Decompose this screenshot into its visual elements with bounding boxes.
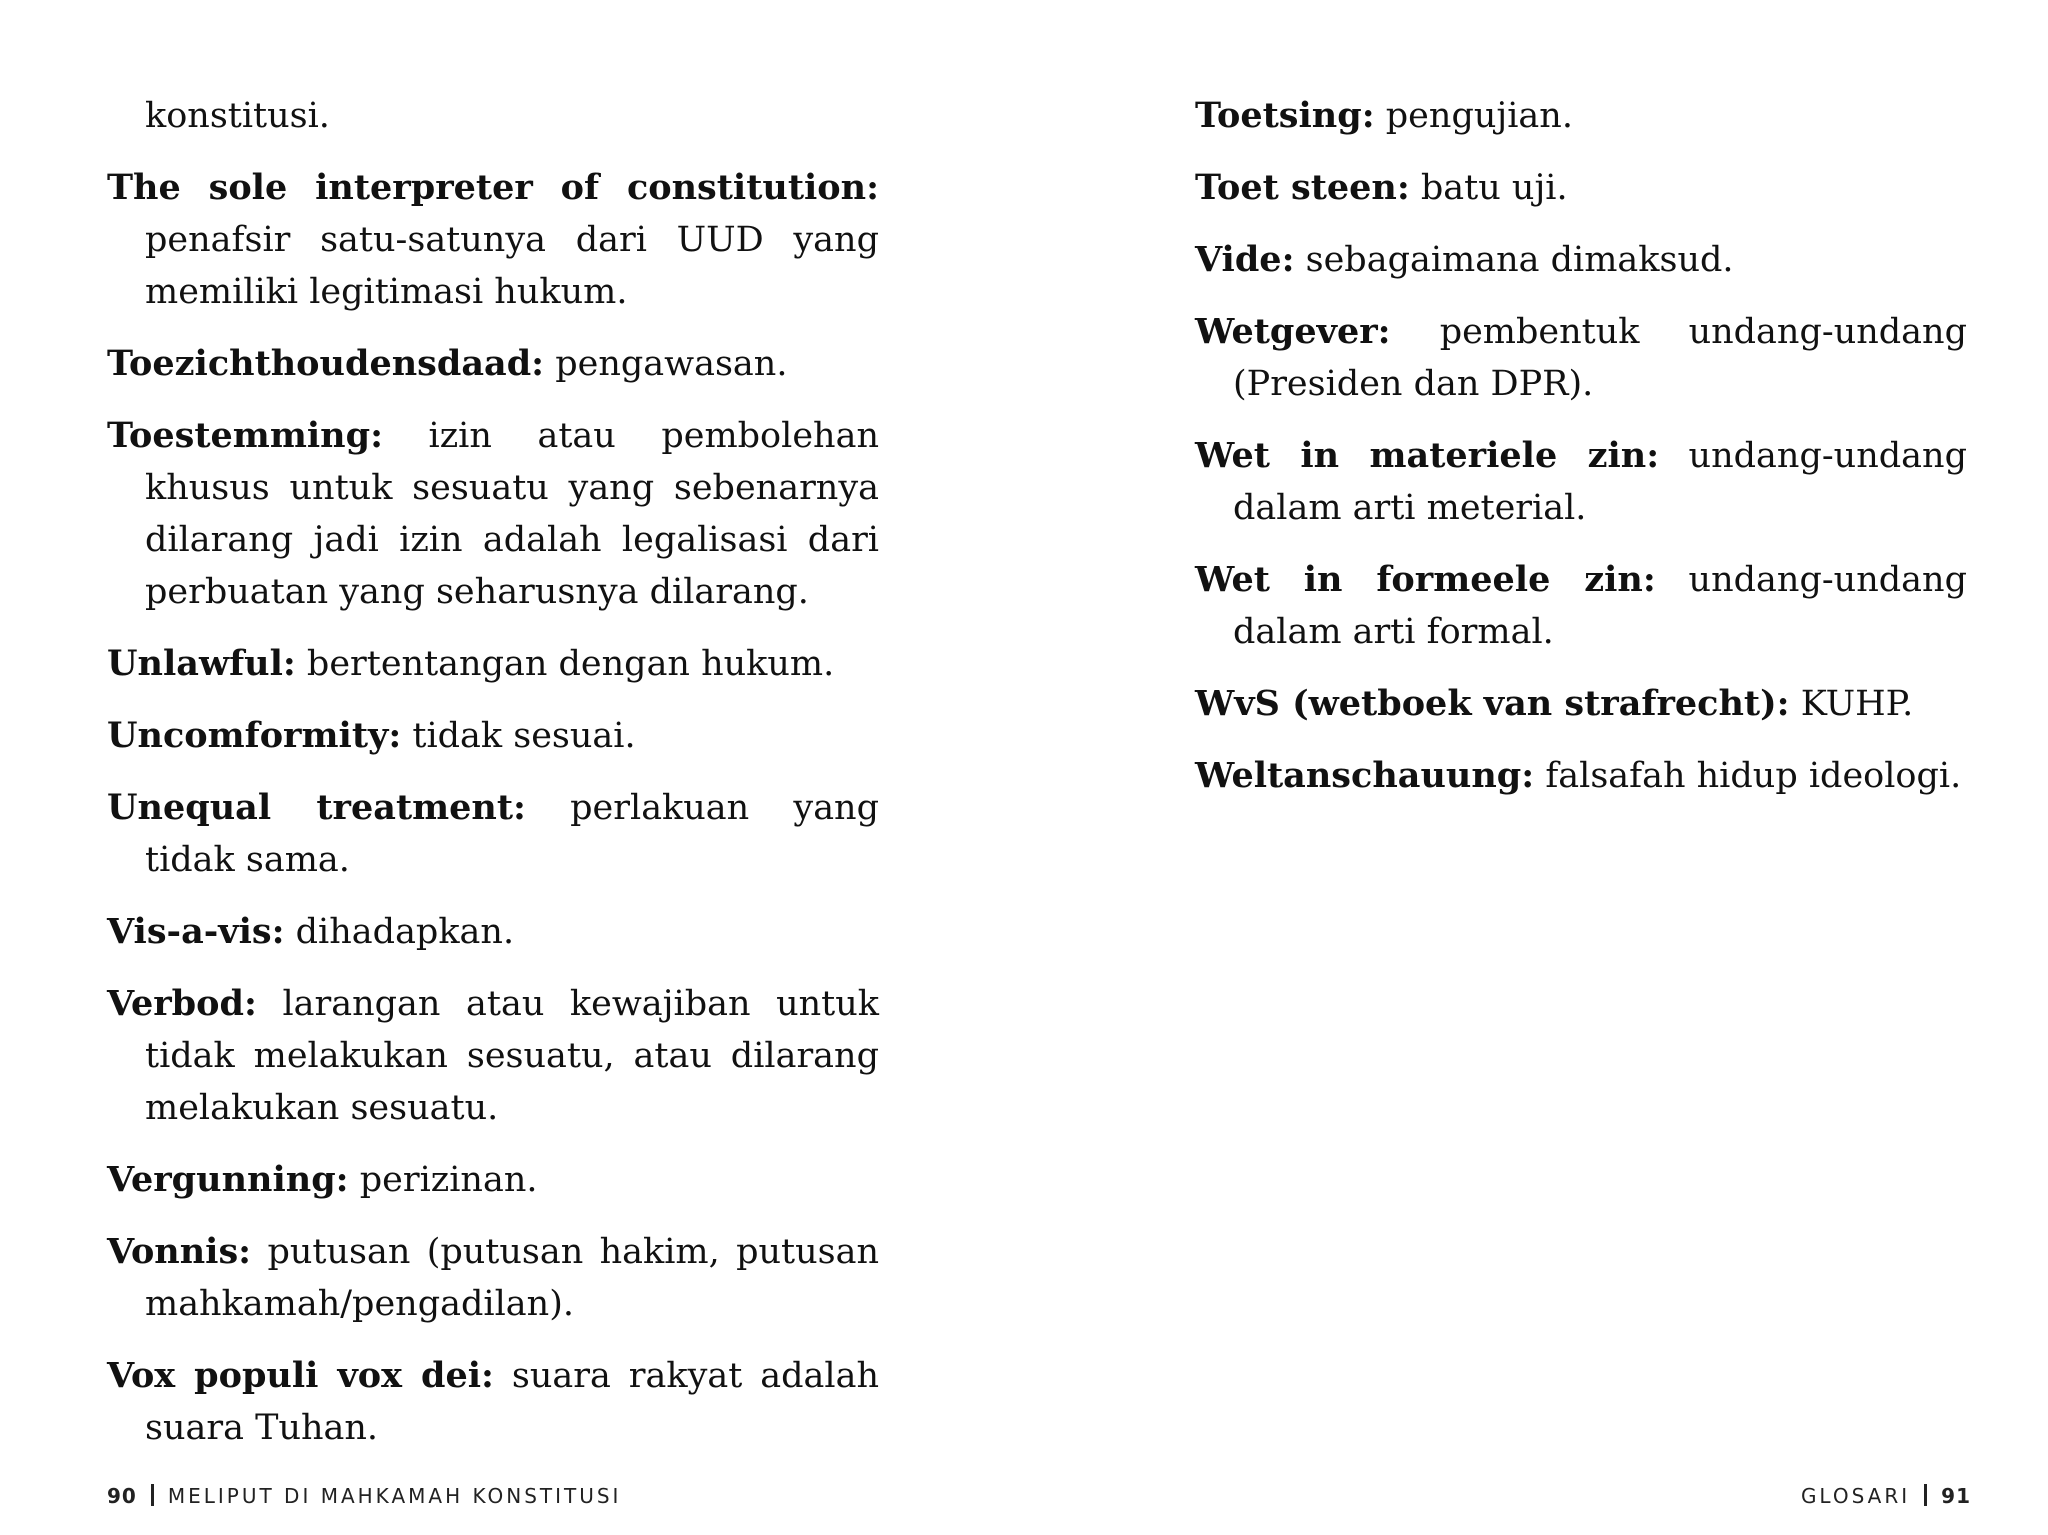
glossary-term: Wet in materiele zin: (1195, 435, 1660, 476)
footer-divider (1924, 1484, 1927, 1506)
glossary-term: Wetgever: (1195, 311, 1391, 352)
glossary-term: Vergunning: (107, 1159, 349, 1200)
glossary-entry (107, 1350, 879, 1454)
page-number: 91 (1941, 1484, 1971, 1508)
right-page-footer (1801, 1484, 1971, 1508)
glossary-entry (107, 906, 879, 958)
glossary-entry (1195, 750, 1967, 802)
glossary-definition: undang-undang dalam arti formal. (1233, 560, 1967, 652)
glossary-entry (1195, 90, 1967, 142)
glossary-entry (107, 338, 879, 390)
glossary-term: WvS (wetboek van strafrecht): (1195, 683, 1790, 724)
glossary-entry (107, 1226, 879, 1330)
glossary-definition: perizinan. (348, 1160, 538, 1200)
right-page (1024, 0, 2048, 1535)
glossary-definition: bertentangan dengan hukum. (295, 644, 835, 684)
glossary-entry (1195, 678, 1967, 730)
glossary-term: The sole interpreter of constitution: (107, 167, 879, 208)
glossary-definition: batu uji. (1409, 168, 1568, 208)
footer-divider (151, 1484, 154, 1506)
glossary-definition: sebagaimana dimaksud. (1294, 240, 1734, 280)
glossary-definition: penafsir satu-satunya dari UUD yang memiliki legitimasi hukum. (145, 220, 879, 312)
glossary-term: Toezichthoudensdaad: (107, 343, 545, 384)
glossary-entry (107, 638, 879, 690)
glossary-term: Verbod: (107, 983, 257, 1024)
glossary-definition: suara rakyat adalah suara Tuhan. (145, 1356, 879, 1448)
glossary-definition: pengawasan. (544, 344, 788, 384)
glossary-entry (1195, 430, 1967, 534)
glossary-definition: dihadapkan. (284, 912, 515, 952)
glossary-entry (107, 1154, 879, 1206)
glossary-term: Vonnis: (107, 1231, 252, 1272)
glossary-entry (107, 162, 879, 318)
glossary-definition: putusan (putusan hakim, putusan mahkamah/pengadilan). (145, 1232, 879, 1324)
glossary-term: Weltanschauung: (1195, 755, 1535, 796)
glossary-term: Vis-a-vis: (107, 911, 285, 952)
glossary-term: Toet steen: (1195, 167, 1410, 208)
page-number: 90 (107, 1484, 137, 1508)
glossary-definition: pembentuk undang-undang (Presiden dan DPR). (1233, 312, 1967, 404)
glossary-term: Vide: (1195, 239, 1295, 280)
glossary-entry (107, 710, 879, 762)
glossary-definition: KUHP. (1789, 684, 1914, 724)
glossary-definition: izin atau pembolehan khusus untuk sesuatu yang sebenarnya dilarang jadi izin adalah legalisasi dari perbuatan yang seharusnya dilarang. (145, 416, 879, 612)
glossary-term: Unlawful: (107, 643, 296, 684)
right-glossary-column (1195, 90, 1967, 822)
glossary-term: Unequal treatment: (107, 787, 526, 828)
glossary-definition: larangan atau kewajiban untuk tidak melakukan sesuatu, atau dilarang melakukan sesuatu. (145, 984, 879, 1128)
glossary-definition: pengujian. (1374, 96, 1573, 136)
glossary-definition: falsafah hidup ideologi. (1534, 756, 1962, 796)
glossary-definition: tidak sesuai. (401, 716, 636, 756)
glossary-entry (107, 410, 879, 618)
glossary-definition: undang-undang dalam arti meterial. (1233, 436, 1967, 528)
glossary-entry (1195, 306, 1967, 410)
glossary-entry (107, 978, 879, 1134)
running-title: MELIPUT DI MAHKAMAH KONSTITUSI (167, 1484, 622, 1508)
glossary-definition: perlakuan yang tidak sama. (145, 788, 880, 880)
glossary-term: Vox populi vox dei: (107, 1355, 494, 1396)
glossary-entry (1195, 162, 1967, 214)
glossary-entry (1195, 234, 1967, 286)
running-title: GLOSARI (1800, 1484, 1911, 1508)
continued-definition: konstitusi. (145, 96, 330, 136)
glossary-term: Uncomformity: (107, 715, 402, 756)
glossary-entry (107, 782, 879, 886)
left-glossary-column (107, 90, 879, 1474)
glossary-term: Toetsing: (1195, 95, 1375, 136)
left-page-footer (107, 1484, 621, 1508)
glossary-term: Toestemming: (107, 415, 383, 456)
glossary-term: Wet in formeele zin: (1195, 559, 1656, 600)
glossary-entry (1195, 554, 1967, 658)
